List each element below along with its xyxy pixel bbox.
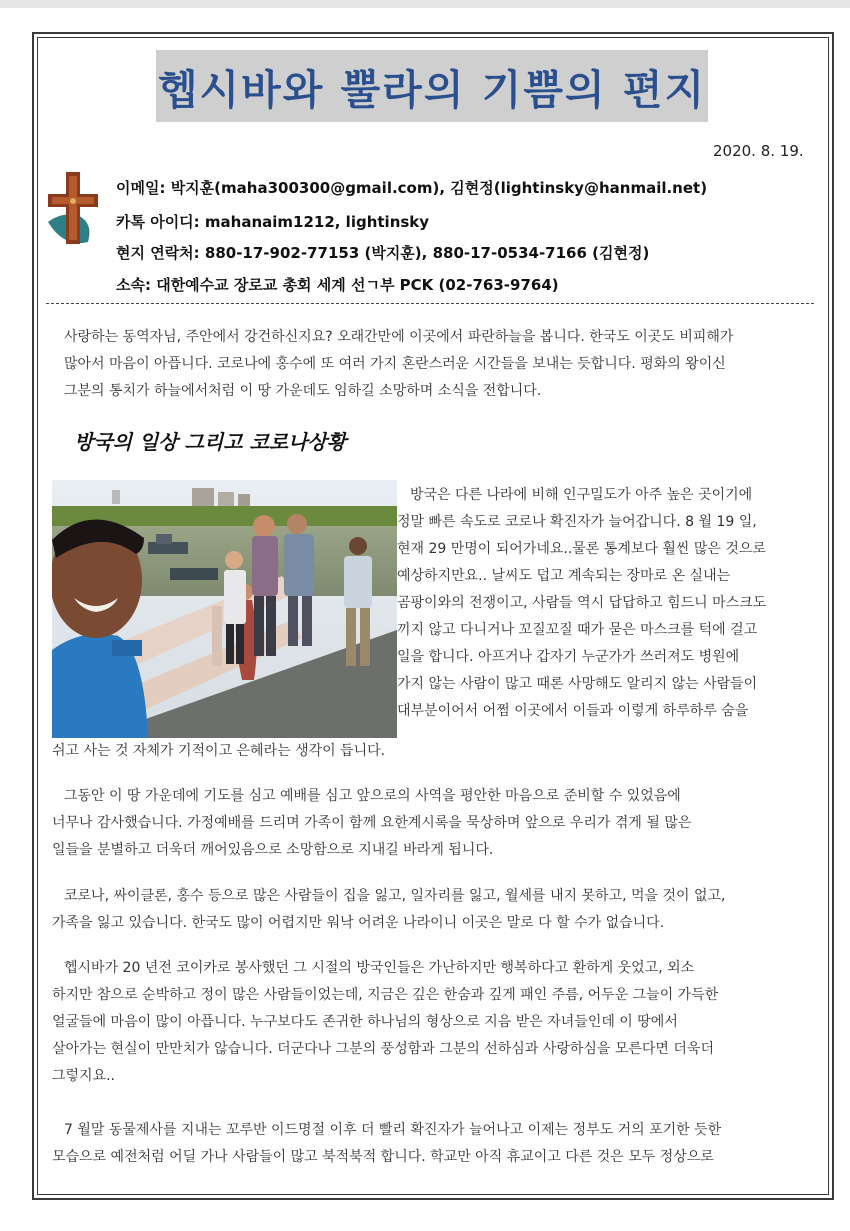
paragraph-line: 얼굴들에 마음이 많이 아픕니다. 누구보다도 존귀한 하나님의 형상으로 지음 받은 자녀들인데 이 땅에서 [52, 1014, 678, 1030]
side-line: 정말 빠른 속도로 코로나 확진자가 늘어갑니다. 8 월 19 일, [397, 514, 757, 530]
side-line: 현재 29 만명이 되어가네요..물론 통계보다 훨씬 많은 것으로 [397, 541, 766, 557]
side-line-end: 쉬고 사는 것 자체가 기적이고 은혜라는 생각이 듭니다. [52, 743, 386, 759]
contact-kakao: 카톡 아이디: mahanaim1212, lightinsky [116, 213, 430, 231]
paragraph-line: 너무나 감사했습니다. 가정예배를 드리며 가족이 함께 요한계시록을 묵상하며 앞으로 우리가 겪게 될 많은 [52, 815, 692, 831]
contact-affiliation: 소속: 대한예수교 장로교 총회 세계 선ㄱ부 PCK (02-763-9764) [116, 276, 559, 294]
paragraph-line: 그동안 이 땅 가운데에 기도를 심고 예배를 심고 앞으로의 사역을 평안한 마음으로 준비할 수 있었음에 [64, 788, 681, 804]
corona-side-text [410, 482, 810, 509]
side-line: 방국은 다른 나라에 비해 인구밀도가 아주 높은 곳이기에 [410, 487, 753, 503]
paragraph-line: 가족을 잃고 있습니다. 한국도 많이 어렵지만 워낙 어려운 나라이니 이곳은 말로 다 할 수가 없습니다. [52, 915, 665, 931]
contact-phone: 현지 연락처: 880-17-902-77153 (박지훈), 880-17-0534-7166 (김현정) [116, 244, 650, 262]
intro-line: 그분의 통치가 하늘에서처럼 이 땅 가운데도 임하길 소망하며 소식을 전합니다. [64, 383, 542, 399]
paragraph-july [52, 1117, 814, 1171]
section-title: 방국의 일상 그리고 코로나상황 [74, 430, 347, 454]
paragraph-line: 하지만 참으로 순박하고 정이 많은 사람들이었는데, 지금은 깊은 한숨과 깊게 패인 주름, 어두운 그늘이 가득한 [52, 987, 719, 1003]
side-line: 예상하지만요.. 날씨도 덥고 계속되는 장마로 온 실내는 [397, 568, 731, 584]
cross-logo-icon [44, 170, 102, 250]
paragraph-prayer [52, 783, 814, 864]
intro-line: 많아서 마음이 아픕니다. 코로나에 홍수에 또 여러 가지 혼란스러운 시간들을 보내는 듯합니다. 평화의 왕이신 [64, 356, 726, 372]
paragraph-line: 일들을 분별하고 더욱더 깨어있음으로 소망함으로 지내길 바라게 됩니다. [52, 842, 494, 858]
paragraph-line: 그렇지요.. [52, 1068, 115, 1084]
paragraph-memories [52, 955, 814, 1090]
side-line: 대부분이어서 어쩜 이곳에서 이들과 이렇게 하루하루 숨을 [397, 703, 749, 719]
intro-line: 사랑하는 동역자님, 주안에서 강건하신지요? 오래간만에 이곳에서 파란하늘을 봅니다. 한국도 이곳도 비피해가 [64, 329, 734, 345]
header-divider [46, 303, 814, 304]
letter-title: 헵시바와 뿔라의 기쁨의 편지 [157, 65, 707, 114]
paragraph-line: 헵시바가 20 년전 코이카로 봉사했던 그 시절의 방국인들은 가난하지만 행복하다고 환하게 웃었고, 외소 [64, 960, 695, 976]
side-line: 끼지 않고 다니거나 꼬질꼬질 때가 묻은 마스크를 턱에 걸고 [397, 622, 758, 638]
paragraph-line: 7 월말 동물제사를 지내는 꼬루반 이드명절 이후 더 빨리 확진자가 늘어나고 이제는 정부도 거의 포기한 듯한 [64, 1122, 722, 1138]
corona-text-end [52, 738, 802, 765]
letter-title-banner [156, 50, 708, 122]
contact-email: 이메일: 박지훈(maha300300@gmail.com), 김현정(lightinsky@hanmail.net) [116, 179, 708, 197]
paragraph-line: 살아가는 현실이 만만치가 않습니다. 더군다나 그분의 풍성함과 그분의 선하심과 사랑하심을 모른다면 더욱더 [52, 1041, 714, 1057]
paragraph-line: 코로나, 싸이클론, 홍수 등으로 많은 사람들이 집을 잃고, 일자리를 잃고, 월세를 내지 못하고, 먹을 것이 없고, [64, 888, 726, 904]
side-line: 일을 합니다. 아프거나 갑자기 누군가가 쓰러져도 병원에 [397, 649, 740, 665]
corona-side-text-cont [397, 509, 797, 725]
letter-date: 2020. 8. 19. [713, 142, 804, 160]
side-line: 곰팡이와의 전쟁이고, 사람들 역시 답답하고 힘드니 마스크도 [397, 595, 767, 611]
side-line: 가지 않는 사람이 많고 때론 사망해도 알리지 않는 사람들이 [397, 676, 758, 692]
paragraph-disasters [52, 883, 814, 937]
paragraph-line: 모습으로 예전처럼 어딜 가나 사람들이 많고 북적북적 합니다. 학교만 아직 휴교이고 다른 것은 모두 정상으로 [52, 1149, 714, 1165]
top-status-strip [0, 0, 850, 8]
family-photo [52, 480, 397, 738]
intro-paragraph [64, 324, 814, 405]
